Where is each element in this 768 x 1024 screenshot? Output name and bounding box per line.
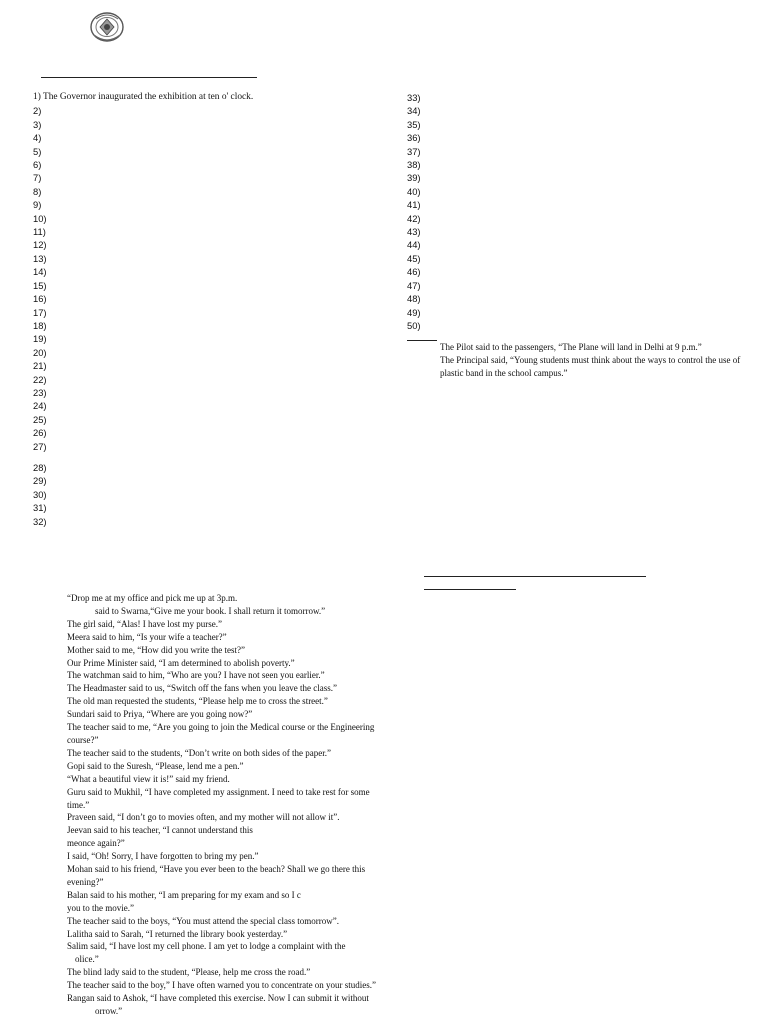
list-item: 48) xyxy=(407,293,421,305)
sentence: Our Prime Minister said, “I am determined to abolish poverty.” xyxy=(67,657,295,668)
sentence: “What a beautiful view it is!” said my friend. xyxy=(67,773,230,784)
sentence: The teacher said to the boy,” I have often warned you to concentrate on your studies.” xyxy=(67,980,377,991)
list-item: 33) xyxy=(407,92,421,103)
list-item: 28) xyxy=(33,462,47,473)
sentence: The Pilot said to the passengers, “The Plane will land in Delhi at 9 p.m.” xyxy=(440,342,702,352)
list-item: 44) xyxy=(407,239,421,251)
list-item: 16) xyxy=(33,293,47,305)
list-item: 19) xyxy=(33,333,47,345)
sentence: Rangan said to Ashok, “I have completed this exercise. Now I can submit it without xyxy=(67,993,369,1004)
sentence: Sundari said to Priya, “Where are you going now?” xyxy=(67,709,253,720)
list-item: 30) xyxy=(33,488,47,500)
sentence: you to the movie.” xyxy=(67,902,134,913)
list-item: 15) xyxy=(33,279,47,291)
sentence: “Drop me at my office and pick me up at 3p.m. xyxy=(67,593,238,603)
list-item: 35) xyxy=(407,118,421,130)
bottom-rule-short xyxy=(424,589,516,590)
sentence: The teacher said to me, “Are you going to join the Medical course or the Engineering course?” xyxy=(67,722,375,745)
sentence: Meera said to him, “Is your wife a teacher?” xyxy=(67,631,227,642)
list-item: 36) xyxy=(407,132,421,144)
list-item: 11) xyxy=(33,226,46,238)
sentence: The blind lady said to the student, “Please, help me cross the road.” xyxy=(67,967,311,978)
sentence: Mohan said to his friend, “Have you ever been to the beach? Shall we go there this evening?” xyxy=(67,864,366,887)
list-item: 1) The Governor inaugurated the exhibition at ten o' clock. xyxy=(33,92,254,102)
list-item: 38) xyxy=(407,159,421,171)
list-item: 32) xyxy=(33,515,47,527)
list-item: 10) xyxy=(33,212,47,224)
bottom-rule-long xyxy=(424,576,646,577)
sentence: Guru said to Mukhil, “I have completed my assignment. I need to take rest for some time.” xyxy=(67,786,370,810)
sentence: The Headmaster said to us, “Switch off the fans when you leave the class.” xyxy=(67,683,337,694)
list-item: 18) xyxy=(33,319,47,331)
side-sentences xyxy=(440,341,755,380)
list-item: 47) xyxy=(407,279,421,291)
list-item: 6) xyxy=(33,159,42,171)
list-item: 46) xyxy=(407,266,421,278)
right-column-rule xyxy=(407,340,437,341)
list-item: 5) xyxy=(33,145,42,157)
list-item: 8) xyxy=(33,185,42,197)
list-item: 23) xyxy=(33,386,47,398)
sentence-list xyxy=(67,592,385,1018)
list-item: 21) xyxy=(33,360,47,372)
list-item: 49) xyxy=(407,306,421,318)
list-item: 3) xyxy=(33,118,42,130)
list-item: 26) xyxy=(33,427,47,439)
left-numbered-list xyxy=(33,91,253,453)
sentence: Praveen said, “I don’t go to movies often, and my mother will not allow it”. xyxy=(67,812,340,823)
sentence: orrow.” xyxy=(95,1006,123,1016)
school-logo xyxy=(88,11,126,45)
list-item: 17) xyxy=(33,306,47,318)
list-item: 27) xyxy=(33,440,47,452)
sentence: Mother said to me, “How did you write the test?” xyxy=(67,644,245,655)
list-item: 41) xyxy=(407,199,421,211)
list-item: 9) xyxy=(33,199,42,211)
list-item: 37) xyxy=(407,145,421,157)
list-item: 39) xyxy=(407,172,421,184)
sentence: The teacher said to the boys, “You must attend the special class tomorrow”. xyxy=(67,915,340,926)
sentence: Gopi said to the Suresh, “Please, lend me a pen.” xyxy=(67,760,244,771)
list-item: 20) xyxy=(33,346,47,358)
list-item: 4) xyxy=(33,132,42,144)
sentence: Jeevan said to his teacher, “I cannot understand this xyxy=(67,825,253,836)
sentence: Balan said to his mother, “I am preparing for my exam and so I c xyxy=(67,889,301,900)
sentence: said to Swarna,“Give me your book. I shall return it tomorrow.” xyxy=(95,605,326,616)
sentence: The watchman said to him, “Who are you? I have not seen you earlier.” xyxy=(67,670,325,681)
top-left-rule xyxy=(41,77,257,78)
list-item: 22) xyxy=(33,373,47,385)
list-item: 7) xyxy=(33,172,42,184)
list-item: 40) xyxy=(407,185,421,197)
sentence: Lalitha said to Sarah, “I returned the library book yesterday.” xyxy=(67,928,288,939)
left-numbered-list-continued xyxy=(33,461,47,528)
sentence: The old man requested the students, “Please help me to cross the street.” xyxy=(67,696,328,707)
list-item: 45) xyxy=(407,252,421,264)
list-item: 2) xyxy=(33,105,42,117)
sentence: I said, “Oh! Sorry, I have forgotten to bring my pen.” xyxy=(67,851,259,862)
list-item: 24) xyxy=(33,400,47,412)
list-item: 34) xyxy=(407,105,421,117)
sentence: The teacher said to the students, “Don’t write on both sides of the paper.” xyxy=(67,747,332,758)
sentence: The Principal said, “Young students must think about the ways to control the use of plastic band in the school campus.” xyxy=(440,354,741,378)
list-item: 31) xyxy=(33,502,47,514)
right-numbered-list xyxy=(407,91,421,332)
list-item: 25) xyxy=(33,413,47,425)
list-item: 29) xyxy=(33,475,47,487)
sentence: meonce again?” xyxy=(67,838,125,849)
sentence: The girl said, “Alas! I have lost my purse.” xyxy=(67,618,222,629)
sentence: Salim said, “I have lost my cell phone. I am yet to lodge a complaint with the xyxy=(67,941,346,952)
list-item: 50) xyxy=(407,319,421,331)
list-item: 14) xyxy=(33,266,47,278)
list-item: 42) xyxy=(407,212,421,224)
list-item: 12) xyxy=(33,239,47,251)
list-item: 13) xyxy=(33,252,47,264)
sentence: olice.” xyxy=(75,954,99,965)
list-item: 43) xyxy=(407,226,421,238)
